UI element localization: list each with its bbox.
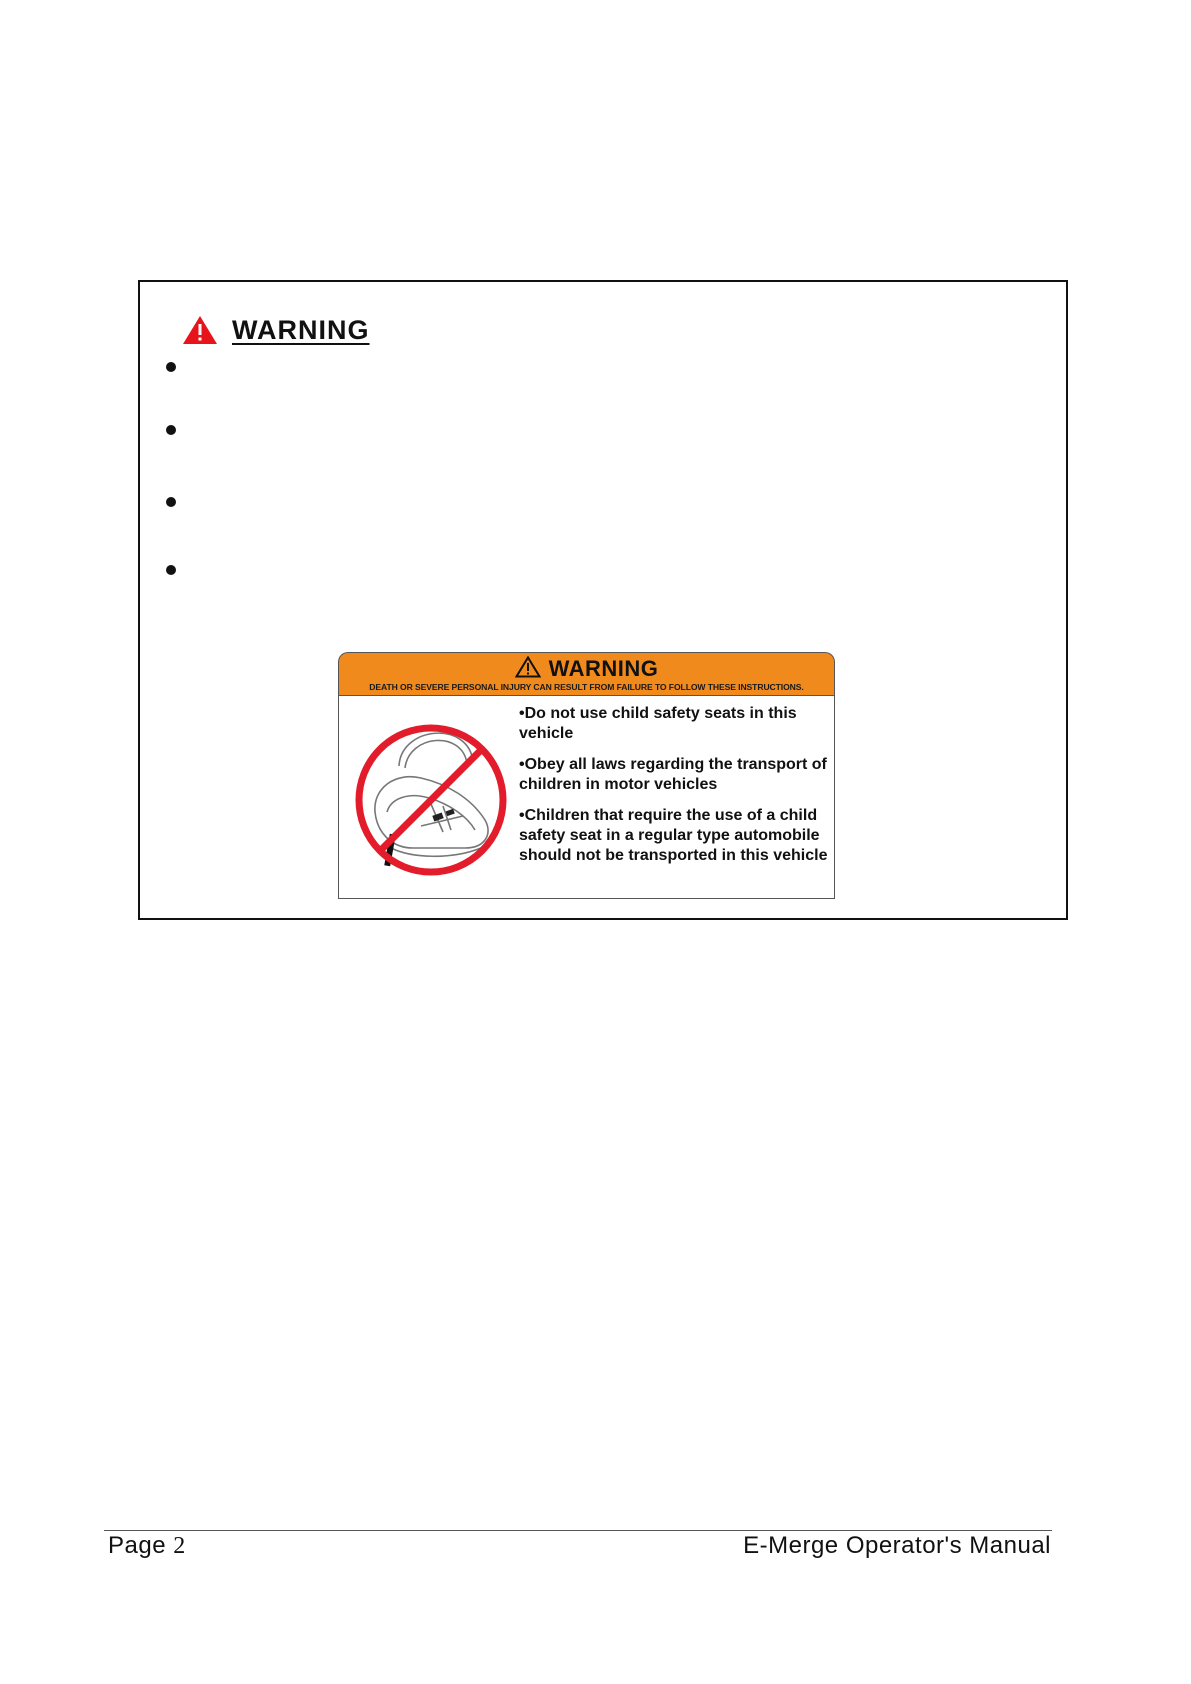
warning-heading-title: WARNING (232, 314, 370, 345)
bullet-dot (166, 425, 176, 435)
warning-label-header (338, 652, 835, 695)
label-item: •Obey all laws regarding the transport of children in motor vehicles (519, 756, 827, 793)
warning-outline-icon (515, 656, 541, 678)
warning-label-items (519, 704, 831, 877)
warning-box (138, 280, 1068, 920)
footer-manual-title: E-Merge Operator's Manual (743, 1532, 1051, 1559)
no-child-seat-icon (351, 708, 511, 880)
warning-label-subtitle: DEATH OR SEVERE PERSONAL INJURY CAN RESULT FROM FAILURE TO FOLLOW THESE INSTRUCTIONS. (369, 682, 804, 692)
warning-label-graphic (338, 652, 835, 899)
warning-label-title: WARNING (548, 656, 659, 681)
warning-label-body (338, 695, 835, 899)
footer-page-number: 2 (173, 1533, 186, 1559)
bullet-dot (166, 362, 176, 372)
footer-page-label: Page (108, 1532, 167, 1559)
warning-triangle-icon (182, 315, 218, 345)
label-item: •Do not use child safety seats in this vehicle (519, 705, 797, 742)
footer-divider (104, 1530, 1052, 1531)
label-item: •Children that require the use of a child safety seat in a regular type automobile should not be transported in this vehicle (519, 807, 828, 864)
footer-page (108, 1532, 186, 1560)
bullet-dot (166, 497, 176, 507)
warning-label-title-row (339, 656, 834, 682)
warning-heading (182, 314, 370, 346)
bullet-dot (166, 565, 176, 575)
